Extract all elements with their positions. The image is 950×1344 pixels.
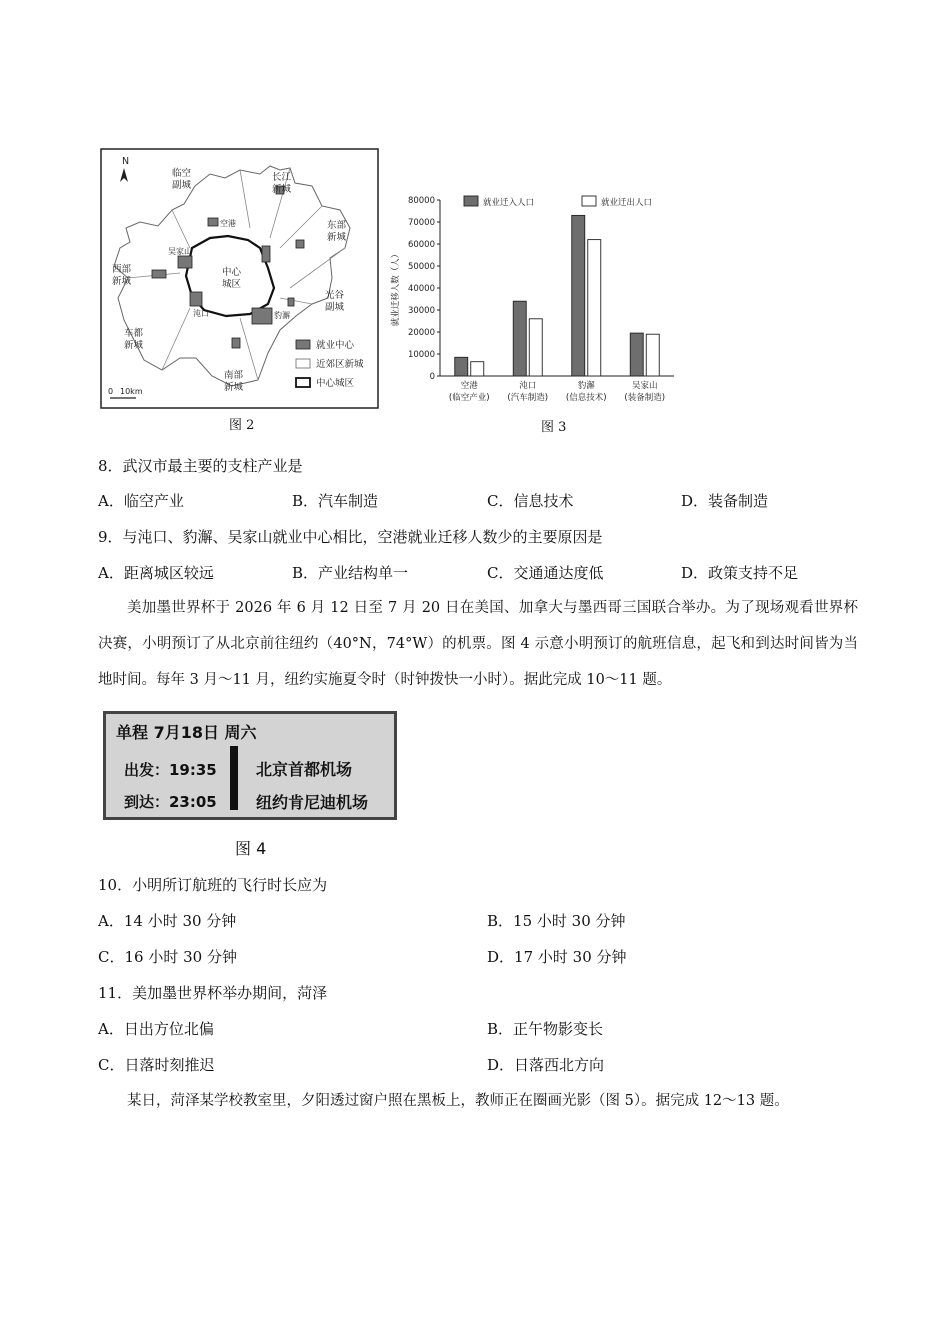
chart-svg xyxy=(384,148,679,413)
passage-worldcup-text: 美加墨世界杯于 2026 年 6 月 12 日至 7 月 20 日在美国、加拿大与墨西哥三国联合举办。为了现场观看世界杯决赛，小明预订了从北京前往纽约（40°N，74°W）的机票。图 4 示意小明预订的航班信息，起飞和到达时间皆为当地时间。每年 3 月～11 月，纽约实施夏令时（时钟拨快一小时）。据此完成 10～11 题。 xyxy=(98,600,858,688)
north-label: N xyxy=(122,156,130,167)
center-dongbu-marker xyxy=(296,240,304,248)
center-nanbu-marker xyxy=(232,338,240,348)
figure-4-ticket xyxy=(103,711,397,820)
bar-in xyxy=(513,301,526,376)
ticket-arrive: 到达：23:05 xyxy=(124,793,217,811)
region-zhongxin-1: 中心 xyxy=(222,267,242,278)
bar-in xyxy=(455,357,468,376)
question-9-option-b: B．产业结构单一 xyxy=(292,564,409,582)
center-guanggu-marker xyxy=(288,298,294,306)
region-guanggu-2: 副城 xyxy=(325,302,345,313)
label-baoxie: 豹澥 xyxy=(274,311,290,320)
y-tick-label: 40000 xyxy=(407,284,435,294)
legend-swatch-center xyxy=(296,340,310,349)
y-tick-label: 70000 xyxy=(407,218,435,228)
legend-swatch-suburb xyxy=(296,359,310,368)
question-10-option-c: C．16 小时 30 分钟 xyxy=(98,948,237,966)
ticket-depart-airport: 北京首都机场 xyxy=(256,760,353,779)
question-8-option-d: D．装备制造 xyxy=(681,492,769,510)
ticket-arrive-airport: 纽约肯尼迪机场 xyxy=(256,793,369,812)
question-10-option-d: D．17 小时 30 分钟 xyxy=(487,948,627,966)
y-tick-label: 80000 xyxy=(407,196,435,206)
x-tick-sublabel: (临空产业) xyxy=(448,393,490,403)
region-changjiang-2: 新城 xyxy=(272,184,292,195)
x-tick-label: 豹澥 xyxy=(577,381,595,391)
question-10-stem: 10．小明所订航班的飞行时长应为 xyxy=(98,876,328,894)
y-tick-label: 50000 xyxy=(407,262,435,272)
question-11-stem: 11．美加墨世界杯举办期间，菏泽 xyxy=(98,984,328,1002)
question-8-option-c: C．信息技术 xyxy=(487,492,574,510)
question-11-option-c: C．日落时刻推迟 xyxy=(98,1056,215,1074)
y-tick-label: 30000 xyxy=(407,306,435,316)
center-konggang-marker xyxy=(208,218,218,226)
region-dongbu-1: 东部 xyxy=(327,220,347,231)
passage-worldcup xyxy=(98,590,858,698)
figure-2-caption: 图 2 xyxy=(229,418,255,433)
region-linkong-2: 副城 xyxy=(172,180,192,191)
x-tick-sublabel: (信息技术) xyxy=(565,393,607,403)
legend-label-central: 中心城区 xyxy=(316,378,355,389)
figure-3-chart xyxy=(384,148,679,413)
region-chedu-1: 车都 xyxy=(124,328,144,339)
legend-swatch xyxy=(464,196,478,206)
center-wujiashan-marker xyxy=(178,256,192,268)
question-8-stem: 8．武汉市最主要的支柱产业是 xyxy=(98,457,303,475)
bar-out xyxy=(529,319,542,376)
question-9-option-c: C．交通通达度低 xyxy=(487,564,604,582)
legend-swatch xyxy=(582,196,596,206)
ticket-divider xyxy=(230,746,238,810)
y-tick-label: 0 xyxy=(429,372,435,382)
x-tick-label: 沌口 xyxy=(519,381,537,391)
passage-classroom xyxy=(98,1083,858,1119)
question-8-option-a: A．临空产业 xyxy=(98,492,184,510)
figure-4-caption: 图 4 xyxy=(235,839,267,858)
x-tick-label: 空港 xyxy=(460,381,478,391)
figure-2-map xyxy=(100,148,380,410)
question-10-option-b: B．15 小时 30 分钟 xyxy=(487,912,626,930)
region-xibu-2: 新城 xyxy=(112,276,132,287)
region-dongbu-2: 新城 xyxy=(327,232,347,243)
region-guanggu-1: 光谷 xyxy=(325,290,345,301)
center-zhuankou-marker xyxy=(190,292,202,306)
question-10-option-a: A．14 小时 30 分钟 xyxy=(98,912,237,930)
bar-in xyxy=(630,333,643,376)
ticket-header: 单程 7月18日 周六 xyxy=(116,723,257,742)
figure-3-caption: 图 3 xyxy=(541,420,567,435)
label-wujiashan: 吴家山 xyxy=(168,247,192,256)
legend-label-suburb: 近郊区新城 xyxy=(316,359,364,370)
question-11-option-a: A．日出方位北偏 xyxy=(98,1020,214,1038)
x-tick-label: 吴家山 xyxy=(631,381,658,391)
question-9-option-a: A．距离城区较远 xyxy=(98,564,214,582)
legend-label-center: 就业中心 xyxy=(316,340,355,351)
ticket-depart: 出发：19:35 xyxy=(124,761,217,779)
question-11-option-d: D．日落西北方向 xyxy=(487,1056,605,1074)
question-9-option-d: D．政策支持不足 xyxy=(681,564,799,582)
center-west-marker xyxy=(152,270,166,278)
question-9-stem: 9．与沌口、豹澥、吴家山就业中心相比，空港就业迁移人数少的主要原因是 xyxy=(98,528,603,546)
bar-out xyxy=(588,240,601,376)
y-axis-label: 就业迁移人数（人） xyxy=(391,249,401,327)
region-chedu-2: 新城 xyxy=(124,340,144,351)
passage-classroom-text: 某日，菏泽某学校教室里，夕阳透过窗户照在黑板上，教师正在圈画光影（图 5）。据完成 12～13 题。 xyxy=(127,1093,789,1109)
region-nanbu-2: 新城 xyxy=(224,382,244,393)
label-konggang: 空港 xyxy=(220,219,236,228)
region-zhongxin-2: 城区 xyxy=(222,279,242,290)
bar-out xyxy=(471,362,484,376)
region-linkong-1: 临空 xyxy=(172,168,192,179)
scale-zero: 0 xyxy=(108,387,114,396)
map-svg xyxy=(100,148,380,410)
label-zhuankou: 沌口 xyxy=(193,309,209,318)
scale-dist: 10km xyxy=(120,387,143,396)
y-tick-label: 20000 xyxy=(407,328,435,338)
x-tick-sublabel: (装备制造) xyxy=(624,393,666,403)
region-xibu-1: 西部 xyxy=(112,264,132,275)
center-baoxie-marker xyxy=(252,308,272,324)
y-tick-label: 10000 xyxy=(407,350,435,360)
bar-out xyxy=(646,334,659,376)
question-8-option-b: B．汽车制造 xyxy=(292,492,379,510)
center-east-marker xyxy=(262,246,270,262)
x-tick-sublabel: (汽车制造) xyxy=(507,393,549,403)
bar-in xyxy=(572,215,585,376)
legend-label: 就业迁入人口 xyxy=(483,198,535,208)
legend-label: 就业迁出人口 xyxy=(601,198,653,208)
legend-swatch-central xyxy=(296,378,310,387)
region-nanbu-1: 南部 xyxy=(224,370,244,381)
region-changjiang-1: 长江 xyxy=(272,172,292,183)
question-11-option-b: B．正午物影变长 xyxy=(487,1020,604,1038)
y-tick-label: 60000 xyxy=(407,240,435,250)
